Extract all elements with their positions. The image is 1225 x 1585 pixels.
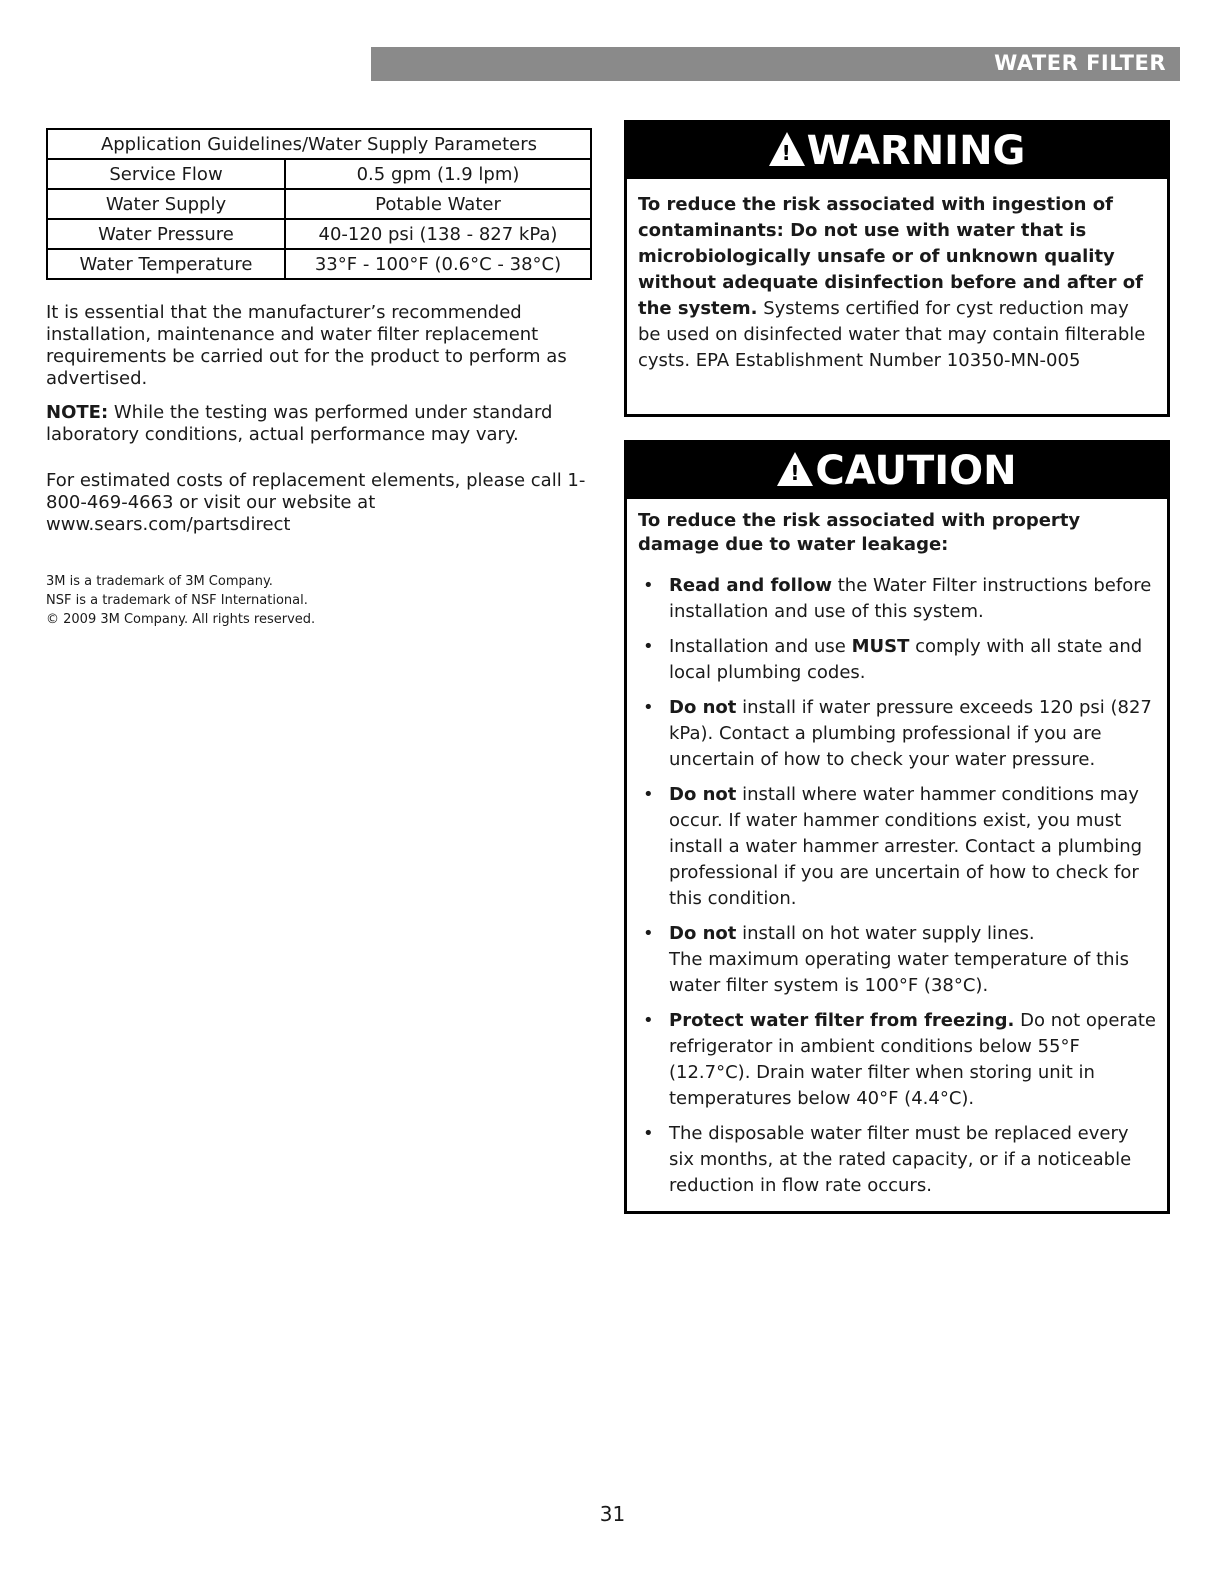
list-item: • Do not install on hot water supply lines. The maximum operating water temperature of this water filter system is 100°F (38°C). [643,923,1129,996]
table-row [47,219,591,249]
table-row [47,189,591,219]
caution-body [627,499,1167,1199]
caution-triangle-icon: ! [777,452,813,486]
table-cell: 0.5 gpm (1.9 lpm) [285,159,591,189]
bullet-icon: • [643,1010,654,1031]
list-item: • Do not install if water pressure exceeds 120 psi (827 kPa). Contact a plumbing professional if you are uncertain of how to check your water pressure. [643,697,1152,770]
bullet-icon: • [643,1123,654,1144]
bullet-icon: • [643,784,654,805]
list-item: • The disposable water filter must be replaced every six months, at the rated capacity, or if a noticeable reduction in flow rate occurs. [643,1123,1132,1196]
bullet-icon: • [643,575,654,596]
note-text: While the testing was performed under standard laboratory conditions, actual performance may vary. [46,402,553,445]
table-cell: Water Supply [47,189,285,219]
caution-intro: To reduce the risk associated with property damage due to water leakage: [638,510,1081,555]
note-paragraph [46,402,594,446]
warning-bold-text: To reduce the risk associated with ingestion of contaminants: Do not use with water that is microbiologically unsafe or of unknown quality without adequate disinfection before and after of the system. [638,194,1144,319]
section-title: WATER FILTER [994,51,1166,75]
trademark-line: NSF is a trademark of NSF International. [46,593,308,608]
section-header-bar [371,47,1180,81]
table-cell: 33°F - 100°F (0.6°C - 38°C) [285,249,591,279]
table-cell: Service Flow [47,159,285,189]
table-cell: Potable Water [285,189,591,219]
parameters-table [46,128,592,280]
table-row [47,159,591,189]
table-cell: 40-120 psi (138 - 827 kPa) [285,219,591,249]
table-cell: Water Temperature [47,249,285,279]
list-item: • Installation and use MUST comply with all state and local plumbing codes. [643,636,1143,683]
caution-list [638,573,1157,1199]
left-column [46,128,594,629]
trademark-line: 3M is a trademark of 3M Company. [46,574,273,589]
copyright-line: © 2009 3M Company. All rights reserved. [46,612,316,627]
warning-box [624,120,1170,417]
list-item: • Do not install where water hammer conditions may occur. If water hammer conditions exist, you must install a water hammer arrester. Contact a plumbing professional if you are uncertain of how to check for this condition. [643,784,1143,909]
table-cell: Water Pressure [47,219,285,249]
list-item: • Protect water filter from freezing. Do not operate refrigerator in ambient conditions below 55°F (12.7°C). Drain water filter when storing unit in temperatures below 40°F (4.4°C). [643,1010,1156,1109]
list-item: • Read and follow the Water Filter instructions before installation and use of this system. [643,575,1152,622]
warning-text: Systems certified for cyst reduction may be used on disinfected water that may contain filterable cysts. EPA Establishment Number 10350-MN-005 [638,298,1146,371]
table-row [47,249,591,279]
bullet-icon: • [643,636,654,657]
warning-triangle-icon: ! [769,132,805,166]
table-title: Application Guidelines/Water Supply Parameters [47,129,591,159]
bullet-icon: • [643,697,654,718]
costs-paragraph: For estimated costs of replacement elements, please call 1-800-469-4663 or visit our website at www.sears.com/partsdirect [46,470,586,535]
bullet-icon: • [643,923,654,944]
caution-box [624,440,1170,1214]
warning-heading: ! WARNING [627,123,1167,179]
caution-heading: ! CAUTION [627,443,1167,499]
note-label: NOTE: [46,402,109,423]
warning-body [627,179,1167,374]
maintenance-paragraph: It is essential that the manufacturer’s recommended installation, maintenance and water filter replacement requirements be carried out for the product to perform as advertised. [46,302,567,389]
page-number: 31 [599,1502,626,1526]
